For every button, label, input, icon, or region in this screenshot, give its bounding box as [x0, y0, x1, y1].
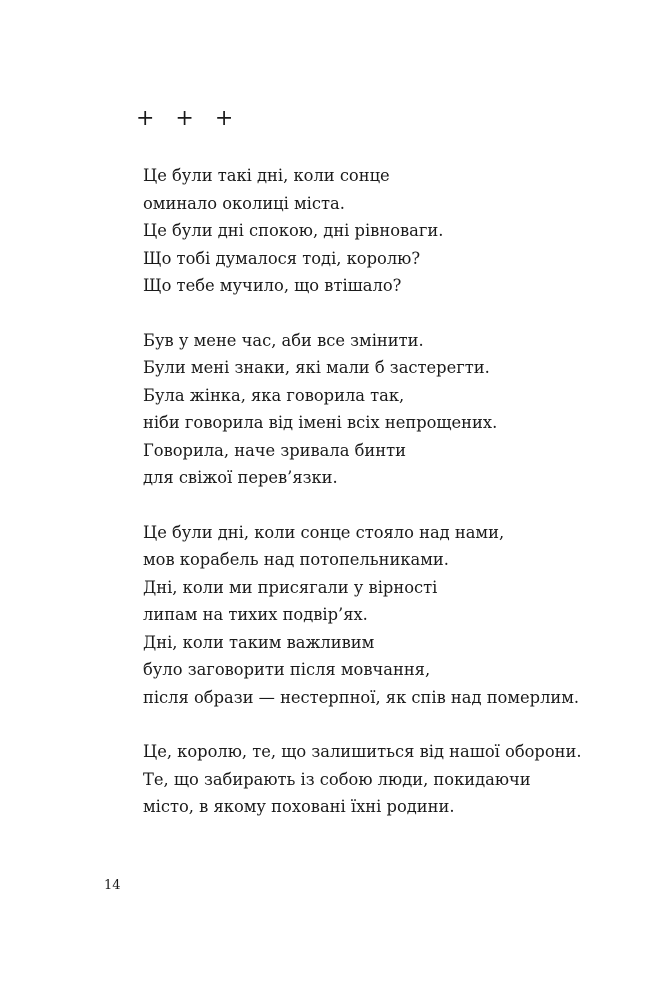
stanza-3: [143, 519, 623, 712]
poem-line: Що тебе мучило, що втішало?: [143, 276, 402, 295]
stanza-4: [143, 738, 623, 821]
poem-line: мов корабель над потопельниками.: [143, 550, 449, 569]
poem-line: липам на тихих подвір’ях.: [143, 605, 368, 624]
poem-line: було заговорити після мовчання,: [143, 660, 431, 679]
poem-line: Це, королю, те, що залишиться від нашої оборони.: [143, 742, 582, 761]
poem-line: Був у мене час, аби все змінити.: [143, 330, 424, 350]
poem-line: оминало околиці міста.: [143, 193, 345, 213]
poem-line: для свіжої перев’язки.: [143, 468, 338, 487]
poem-line: після образи — нестерпної, як спів над померлим.: [143, 687, 580, 707]
poem-line: Це були дні, коли сонце стояло над нами,: [143, 522, 505, 542]
poem-line: Що тобі думалося тоді, королю?: [143, 248, 421, 268]
stanza-2: [143, 327, 623, 492]
poem-line: Це були такі дні, коли сонце: [143, 166, 390, 185]
page-number: 14: [104, 878, 121, 893]
poem-line: місто, в якому поховані їхні родини.: [143, 797, 455, 816]
poem: [143, 162, 623, 848]
poem-line: Те, що забирають із собою люди, покидаючи: [143, 769, 531, 789]
stanza-1: [143, 162, 623, 300]
poem-line: ніби говорила від імені всіх непрощених.: [143, 413, 498, 432]
poem-line: Говорила, наче зривала бинти: [143, 440, 406, 460]
poem-line: Були мені знаки, які мали б застерегти.: [143, 358, 490, 377]
poem-line: Дні, коли таким важливим: [143, 632, 375, 652]
poem-line: Дні, коли ми присягали у вірності: [143, 577, 438, 597]
poem-line: Була жінка, яка говорила так,: [143, 385, 405, 405]
section-separator: + + +: [136, 106, 234, 131]
poem-line: Це були дні спокою, дні рівноваги.: [143, 221, 444, 240]
